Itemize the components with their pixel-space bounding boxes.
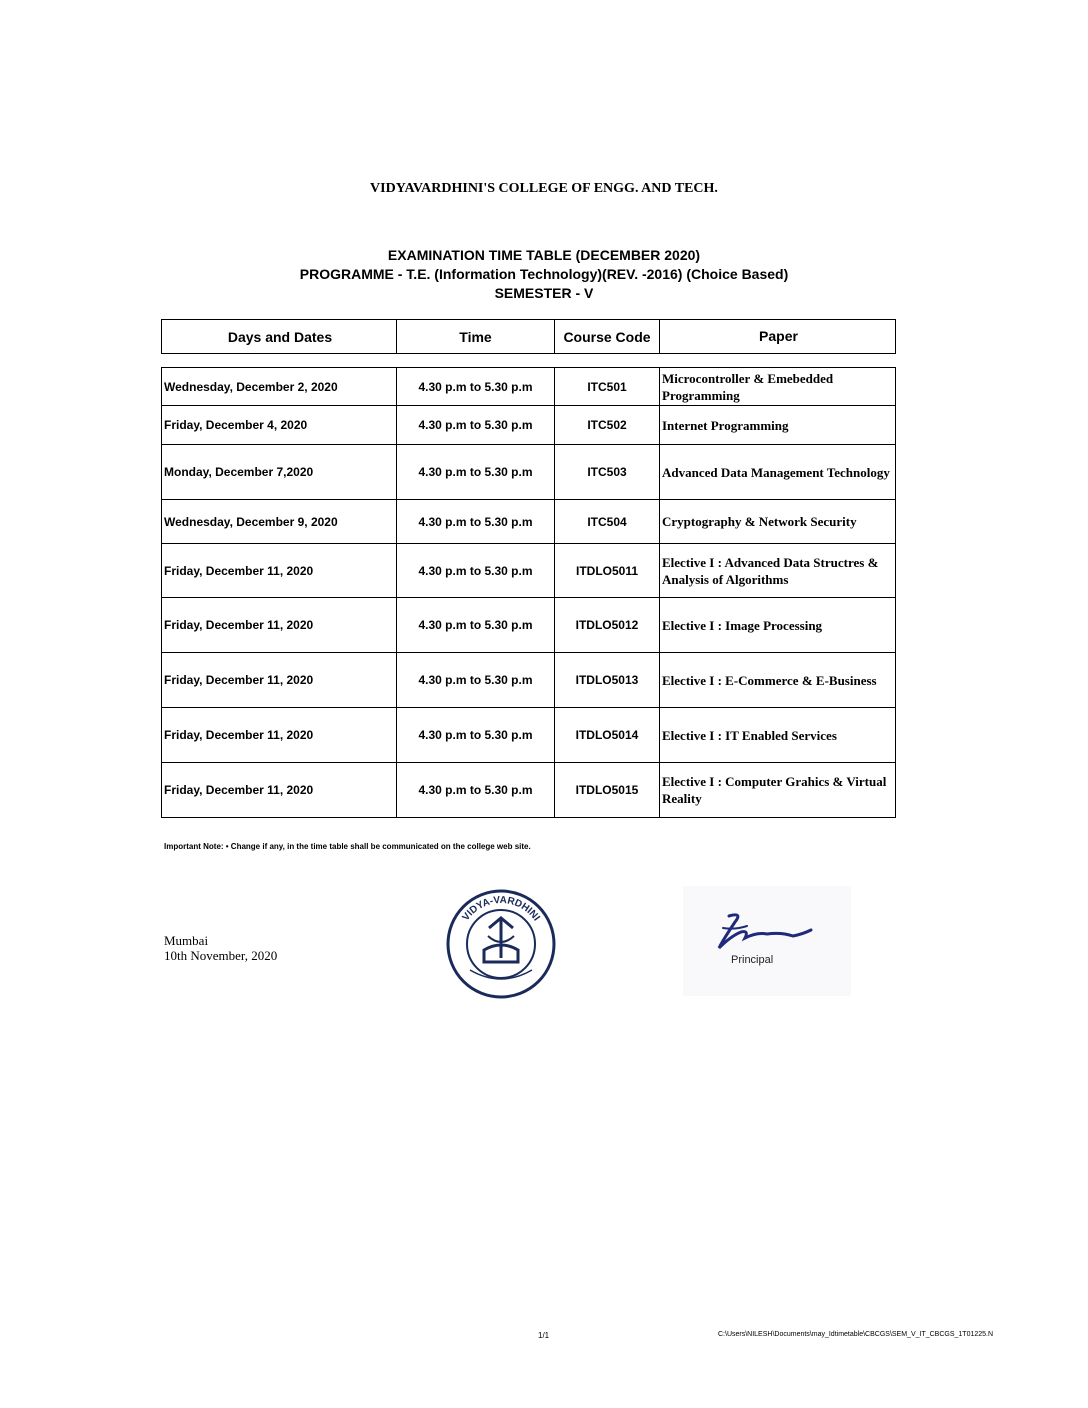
row-time: 4.30 p.m to 5.30 p.m: [397, 544, 555, 598]
programme-title: PROGRAMME - T.E. (Information Technology)(REV. -2016) (Choice Based): [299, 266, 789, 282]
place-date: [164, 933, 277, 963]
table-row: [162, 544, 896, 598]
row-date: Friday, December 11, 2020: [162, 544, 397, 598]
place: Mumbai: [164, 933, 209, 948]
exam-title: EXAMINATION TIME TABLE (DECEMBER 2020): [387, 247, 701, 263]
row-time: 4.30 p.m to 5.30 p.m: [397, 500, 555, 544]
table-row: [162, 763, 896, 818]
row-code: ITDLO5012: [555, 598, 660, 653]
seal-text: VIDYA-VARDHINI: [460, 894, 542, 924]
exam-headings: [0, 246, 1088, 303]
row-code: ITDLO5013: [555, 653, 660, 708]
row-code: ITDLO5011: [555, 544, 660, 598]
row-paper: Microcontroller & Emebedded Programming: [660, 368, 896, 406]
row-code: ITDLO5015: [555, 763, 660, 818]
row-code: ITC502: [555, 406, 660, 445]
col-time: Time: [397, 320, 555, 354]
table-row: [162, 406, 896, 445]
row-date: Friday, December 11, 2020: [162, 708, 397, 763]
row-date: Wednesday, December 2, 2020: [162, 368, 397, 406]
row-date: Friday, December 4, 2020: [162, 406, 397, 445]
college-seal-icon: [444, 888, 558, 1000]
row-paper: Elective I : E-Commerce & E-Business: [660, 653, 896, 708]
row-code: ITC501: [555, 368, 660, 406]
table-row: [162, 598, 896, 653]
col-days-dates: Days and Dates: [162, 320, 397, 354]
row-paper: Elective I : Computer Grahics & Virtual Reality: [660, 763, 896, 818]
col-course-code: Course Code: [555, 320, 660, 354]
timetable: [161, 367, 896, 818]
row-date: Friday, December 11, 2020: [162, 763, 397, 818]
college-name: VIDYAVARDHINI'S COLLEGE OF ENGG. AND TECH.: [370, 181, 718, 196]
row-time: 4.30 p.m to 5.30 p.m: [397, 368, 555, 406]
row-date: Monday, December 7,2020: [162, 445, 397, 500]
table-row: [162, 708, 896, 763]
row-time: 4.30 p.m to 5.30 p.m: [397, 445, 555, 500]
row-time: 4.30 p.m to 5.30 p.m: [397, 653, 555, 708]
table-row: [162, 653, 896, 708]
row-paper: Internet Programming: [660, 406, 896, 445]
row-date: Friday, December 11, 2020: [162, 598, 397, 653]
semester-title: SEMESTER - V: [494, 285, 594, 301]
signature-icon: [683, 886, 851, 996]
signature-area: [683, 886, 851, 996]
row-code: ITDLO5014: [555, 708, 660, 763]
signatory-title: Principal: [731, 954, 774, 966]
col-paper: Paper: [660, 320, 896, 354]
row-paper: Cryptography & Network Security: [660, 500, 896, 544]
row-time: 4.30 p.m to 5.30 p.m: [397, 598, 555, 653]
timetable-header: [161, 319, 896, 354]
issue-date: 10th November, 2020: [164, 948, 278, 963]
row-date: Friday, December 11, 2020: [162, 653, 397, 708]
row-time: 4.30 p.m to 5.30 p.m: [397, 406, 555, 445]
row-date: Wednesday, December 9, 2020: [162, 500, 397, 544]
row-code: ITC503: [555, 445, 660, 500]
table-row: [162, 445, 896, 500]
table-row: [162, 500, 896, 544]
row-paper: Advanced Data Management Technology: [660, 445, 896, 500]
file-path: C:\Users\NILESH\Documents\may_Idtimetable\CBCGS\SEM_V_IT_CBCGS_1T01225.N: [718, 1331, 994, 1338]
table-row: [162, 368, 896, 406]
row-time: 4.30 p.m to 5.30 p.m: [397, 708, 555, 763]
important-note: Important Note: • Change if any, in the time table shall be communicated on the college web site.: [164, 842, 531, 851]
row-code: ITC504: [555, 500, 660, 544]
row-paper: Elective I : Advanced Data Structres & Analysis of Algorithms: [660, 544, 896, 598]
row-paper: Elective I : Image Processing: [660, 598, 896, 653]
row-time: 4.30 p.m to 5.30 p.m: [397, 763, 555, 818]
row-paper: Elective I : IT Enabled Services: [660, 708, 896, 763]
page-number: 1/1: [538, 1331, 550, 1340]
